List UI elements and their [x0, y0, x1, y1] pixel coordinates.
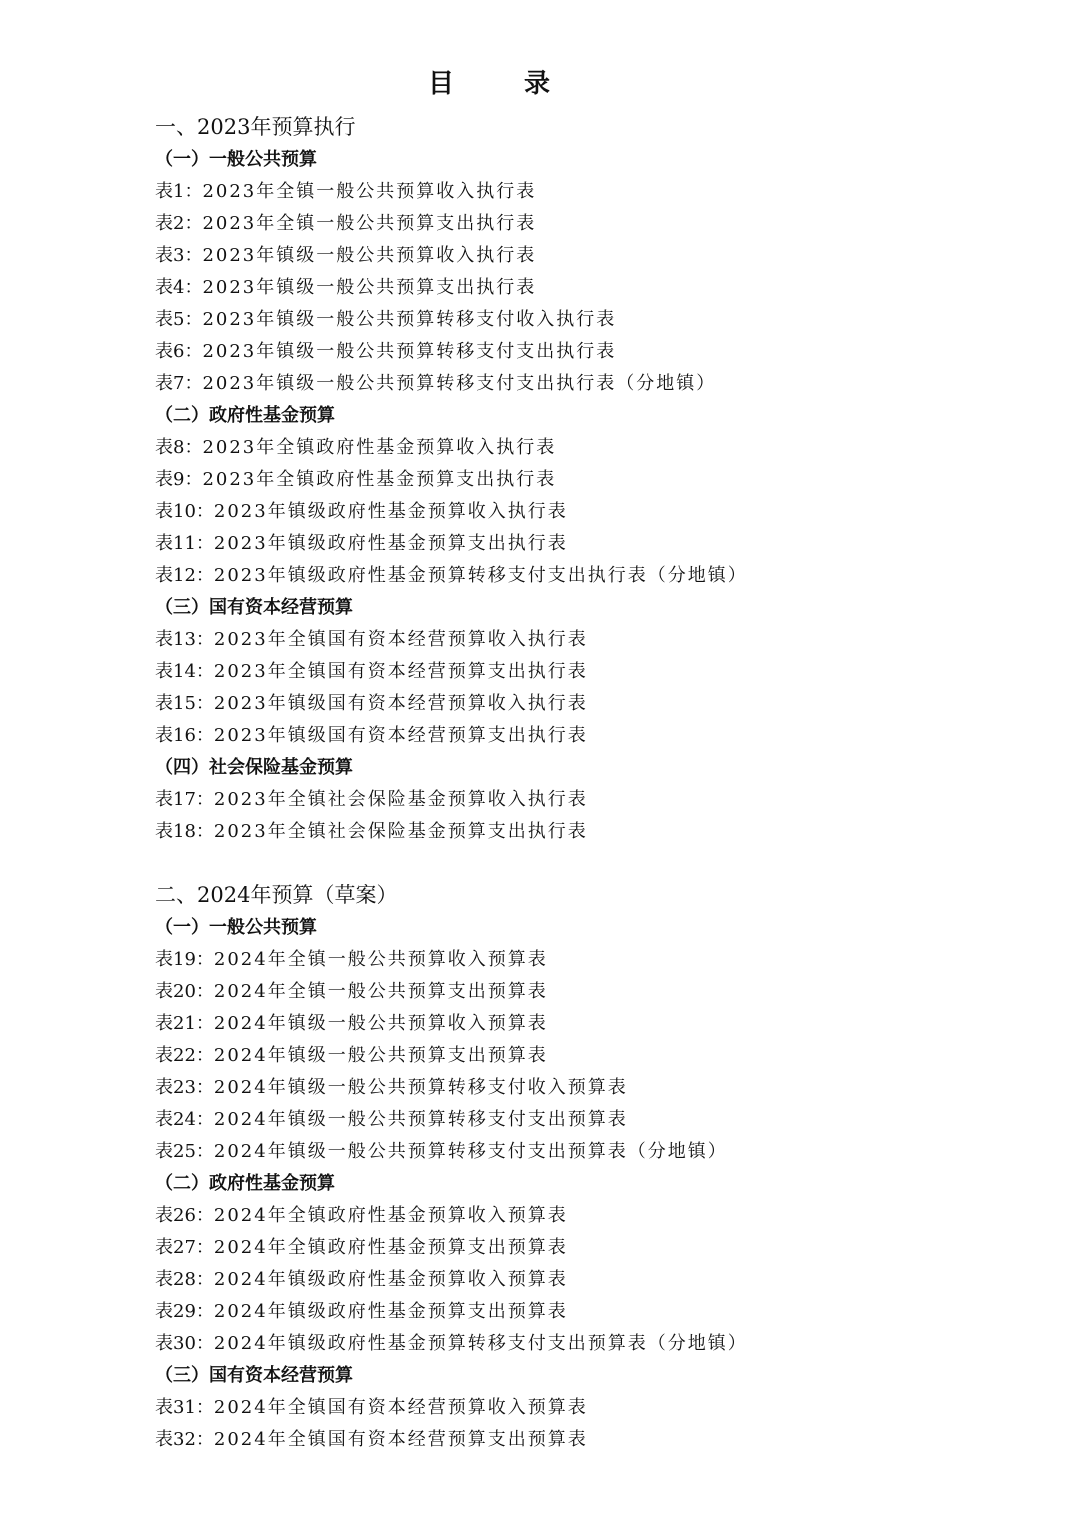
entry-label: 表9：: [155, 469, 203, 490]
entry-text: 2024年镇级政府性基金预算收入预算表: [213, 1269, 568, 1290]
page-title: 目 录: [427, 69, 572, 99]
toc-entry[interactable]: [155, 304, 1035, 336]
entry-label: 表20：: [155, 981, 214, 1002]
entry-text: 2023年镇级一般公共预算支出执行表: [202, 277, 537, 298]
entry-label: 表6：: [155, 341, 203, 362]
entry-text: 2024年全镇政府性基金预算支出预算表: [213, 1237, 568, 1258]
toc-entry[interactable]: [155, 1136, 1035, 1168]
toc-entry[interactable]: [155, 1264, 1035, 1296]
entry-text: 2023年镇级国有资本经营预算收入执行表: [213, 693, 588, 714]
entry-text: 2024年全镇国有资本经营预算支出预算表: [213, 1429, 588, 1450]
entry-text: 2024年全镇一般公共预算收入预算表: [213, 949, 548, 970]
toc-entry[interactable]: [155, 816, 1035, 848]
entry-text: 2023年镇级一般公共预算转移支付支出执行表（分地镇）: [202, 373, 717, 394]
entry-label: 表27：: [155, 1237, 214, 1258]
entry-text: 2023年镇级国有资本经营预算支出执行表: [213, 725, 588, 746]
toc-entry[interactable]: [155, 784, 1035, 816]
toc-entry[interactable]: [155, 1008, 1035, 1040]
toc-entry[interactable]: [155, 720, 1035, 752]
entry-label: 表29：: [155, 1301, 214, 1322]
toc-entry[interactable]: [155, 1040, 1035, 1072]
toc-entry[interactable]: [155, 432, 1035, 464]
entry-text: 2024年全镇政府性基金预算收入预算表: [213, 1205, 568, 1226]
toc-entry[interactable]: [155, 976, 1035, 1008]
section-heading: （三）国有资本经营预算: [155, 1365, 353, 1386]
entry-label: 表1：: [155, 181, 203, 202]
entry-label: 表3：: [155, 245, 203, 266]
entry-text: 2023年全镇社会保险基金预算收入执行表: [213, 789, 588, 810]
entry-text: 2023年全镇政府性基金预算支出执行表: [202, 469, 557, 490]
entry-text: 2023年全镇一般公共预算收入执行表: [202, 181, 537, 202]
toc-entry[interactable]: [155, 272, 1035, 304]
section-heading: （三）国有资本经营预算: [155, 597, 353, 618]
toc-entry[interactable]: [155, 464, 1035, 496]
entry-text: 2023年全镇国有资本经营预算收入执行表: [213, 629, 588, 650]
part-heading: 一、2023年预算执行: [155, 115, 356, 139]
entry-label: 表8：: [155, 437, 203, 458]
section-heading: （一）一般公共预算: [155, 917, 317, 938]
entry-text: 2024年镇级一般公共预算转移支付收入预算表: [213, 1077, 628, 1098]
section-heading: （四）社会保险基金预算: [155, 757, 353, 778]
toc-entry[interactable]: [155, 1392, 1035, 1424]
entry-text: 2024年镇级一般公共预算支出预算表: [213, 1045, 548, 1066]
toc-entry[interactable]: [155, 944, 1035, 976]
entry-text: 2024年全镇国有资本经营预算收入预算表: [213, 1397, 588, 1418]
toc-entry[interactable]: [155, 336, 1035, 368]
part-2024-draft-budget: [155, 878, 1035, 1456]
table-of-contents: [155, 110, 1035, 1456]
toc-entry[interactable]: [155, 1424, 1035, 1456]
entry-text: 2024年镇级政府性基金预算支出预算表: [213, 1301, 568, 1322]
entry-text: 2023年镇级政府性基金预算收入执行表: [213, 501, 568, 522]
section-heading: （二）政府性基金预算: [155, 1173, 335, 1194]
entry-label: 表11：: [155, 533, 214, 554]
part-spacer: [155, 848, 1035, 878]
entry-text: 2023年镇级一般公共预算转移支付收入执行表: [202, 309, 617, 330]
toc-entry[interactable]: [155, 1328, 1035, 1360]
toc-entry[interactable]: [155, 528, 1035, 560]
entry-label: 表15：: [155, 693, 214, 714]
entry-text: 2023年全镇政府性基金预算收入执行表: [202, 437, 557, 458]
entry-label: 表23：: [155, 1077, 214, 1098]
entry-label: 表25：: [155, 1141, 214, 1162]
section-general-public-budget: [155, 912, 1035, 1168]
entry-label: 表16：: [155, 725, 214, 746]
part-2023-execution: [155, 110, 1035, 848]
entry-label: 表7：: [155, 373, 203, 394]
section-state-capital-budget: [155, 1360, 1035, 1456]
section-state-capital-budget: [155, 592, 1035, 752]
entry-text: 2023年镇级政府性基金预算转移支付支出执行表（分地镇）: [213, 565, 748, 586]
entry-text: 2023年全镇国有资本经营预算支出执行表: [213, 661, 588, 682]
toc-entry[interactable]: [155, 1072, 1035, 1104]
section-heading: （二）政府性基金预算: [155, 405, 335, 426]
entry-text: 2024年全镇一般公共预算支出预算表: [213, 981, 548, 1002]
toc-entry[interactable]: [155, 1296, 1035, 1328]
entry-label: 表24：: [155, 1109, 214, 1130]
toc-entry[interactable]: [155, 656, 1035, 688]
entry-label: 表32：: [155, 1429, 214, 1450]
entry-label: 表18：: [155, 821, 214, 842]
toc-entry[interactable]: [155, 560, 1035, 592]
section-general-public-budget: [155, 144, 1035, 400]
entry-text: 2024年镇级一般公共预算收入预算表: [213, 1013, 548, 1034]
section-heading: （一）一般公共预算: [155, 149, 317, 170]
toc-entry[interactable]: [155, 1104, 1035, 1136]
section-social-insurance-budget: [155, 752, 1035, 848]
entry-text: 2024年镇级一般公共预算转移支付支出预算表: [213, 1109, 628, 1130]
entry-text: 2023年镇级一般公共预算转移支付支出执行表: [202, 341, 617, 362]
toc-entry[interactable]: [155, 176, 1035, 208]
toc-entry[interactable]: [155, 496, 1035, 528]
toc-entry[interactable]: [155, 240, 1035, 272]
entry-label: 表28：: [155, 1269, 214, 1290]
entry-label: 表22：: [155, 1045, 214, 1066]
entry-label: 表13：: [155, 629, 214, 650]
entry-text: 2023年全镇社会保险基金预算支出执行表: [213, 821, 588, 842]
entry-label: 表30：: [155, 1333, 214, 1354]
entry-label: 表26：: [155, 1205, 214, 1226]
toc-entry[interactable]: [155, 208, 1035, 240]
part-heading: 二、2024年预算（草案）: [155, 883, 398, 907]
entry-label: 表2：: [155, 213, 203, 234]
entry-label: 表17：: [155, 789, 214, 810]
toc-entry[interactable]: [155, 1232, 1035, 1264]
entry-text: 2024年镇级政府性基金预算转移支付支出预算表（分地镇）: [213, 1333, 748, 1354]
entry-text: 2024年镇级一般公共预算转移支付支出预算表（分地镇）: [213, 1141, 728, 1162]
entry-label: 表21：: [155, 1013, 214, 1034]
entry-text: 2023年镇级一般公共预算收入执行表: [202, 245, 537, 266]
toc-entry[interactable]: [155, 624, 1035, 656]
entry-text: 2023年镇级政府性基金预算支出执行表: [213, 533, 568, 554]
toc-entry[interactable]: [155, 688, 1035, 720]
entry-label: 表19：: [155, 949, 214, 970]
entry-label: 表14：: [155, 661, 214, 682]
toc-entry[interactable]: [155, 1200, 1035, 1232]
entry-label: 表5：: [155, 309, 203, 330]
entry-label: 表12：: [155, 565, 214, 586]
section-government-fund-budget: [155, 1168, 1035, 1360]
toc-entry[interactable]: [155, 368, 1035, 400]
entry-label: 表31：: [155, 1397, 214, 1418]
entry-label: 表10：: [155, 501, 214, 522]
entry-label: 表4：: [155, 277, 203, 298]
section-government-fund-budget: [155, 400, 1035, 592]
entry-text: 2023年全镇一般公共预算支出执行表: [202, 213, 537, 234]
